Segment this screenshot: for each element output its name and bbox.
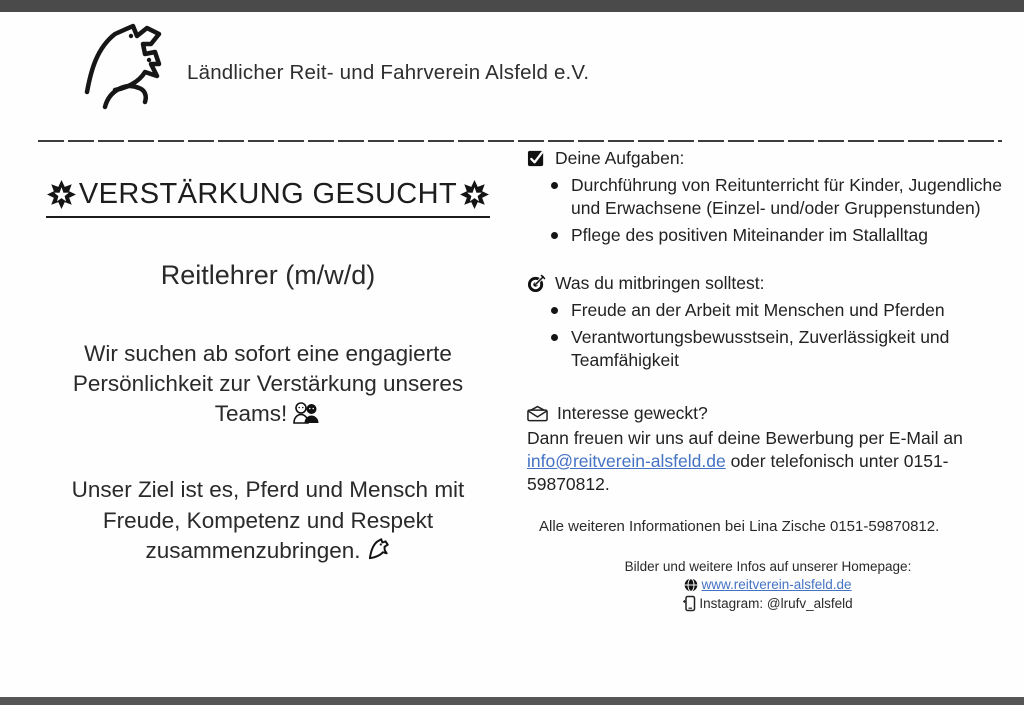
star-burst-icon xyxy=(459,179,490,210)
requirement-item-text: Freude an der Arbeit mit Menschen und Pferden xyxy=(571,300,945,321)
envelope-icon xyxy=(527,405,548,422)
footer-block xyxy=(527,559,1009,612)
star-burst-icon xyxy=(46,179,77,210)
contact-note: Alle weiteren Informationen bei Lina Zische 0151-59870812. xyxy=(539,518,940,536)
dart-target-icon xyxy=(527,274,546,293)
mission-paragraph xyxy=(42,475,494,565)
list-item xyxy=(551,299,1009,322)
headline-text: VERSTÄRKUNG GESUCHT xyxy=(78,178,458,210)
globe-icon xyxy=(684,578,698,592)
intro-paragraph xyxy=(42,339,494,429)
mission-text: Unser Ziel ist es, Pferd und Mensch mit Freude, Kompetenz und Respekt zusammenzubringen. xyxy=(71,477,465,563)
bullet-dot xyxy=(551,307,558,314)
contact-text-after: oder telefonisch unter 0151-59870812. xyxy=(527,450,949,495)
headline xyxy=(46,178,490,218)
top-edge-bar xyxy=(0,0,1024,12)
horse-head-icon xyxy=(365,536,391,562)
requirements-title-row xyxy=(527,273,1009,294)
contact-title: Interesse geweckt? xyxy=(557,402,708,423)
bullet-dot xyxy=(551,232,558,239)
contact-text-before: Dann freuen wir uns auf deine Bewerbung per E-Mail an xyxy=(527,427,963,448)
website-row xyxy=(527,577,1009,592)
header-divider xyxy=(38,140,1002,142)
checked-checkbox-icon xyxy=(527,149,546,168)
website-link[interactable]: www.reitverein-alsfeld.de xyxy=(701,577,852,593)
bullet-dot xyxy=(551,334,558,341)
instagram-handle: Instagram: @lrufv_alsfeld xyxy=(699,596,853,612)
header xyxy=(75,14,589,114)
footer-line: Bilder und weitere Infos auf unserer Homepage: xyxy=(624,559,912,575)
task-item-text: Pflege des positiven Miteinander im Stallalltag xyxy=(571,224,928,245)
section-tasks xyxy=(527,148,1009,247)
org-name: Ländlicher Reit- und Fahrverein Alsfeld e.V. xyxy=(187,61,590,84)
mobile-phone-icon xyxy=(683,595,696,612)
requirements-title: Was du mitbringen solltest: xyxy=(555,273,765,294)
section-requirements xyxy=(527,273,1009,372)
position-title: Reitlehrer (m/w/d) xyxy=(160,260,376,290)
contact-body xyxy=(527,427,1009,497)
two-people-icon xyxy=(291,401,321,425)
tasks-title-row xyxy=(527,148,1009,169)
left-column xyxy=(42,178,494,566)
list-item xyxy=(551,326,1009,373)
list-item xyxy=(551,224,1009,247)
bottom-edge-bar xyxy=(0,697,1024,705)
contact-title-row xyxy=(527,403,1009,424)
club-logo-horse-icon xyxy=(75,14,175,114)
section-contact xyxy=(527,403,1009,497)
requirements-list xyxy=(527,299,1009,372)
intro-text: Wir suchen ab sofort eine engagierte Persönlichkeit zur Verstärkung unseres Teams! xyxy=(72,341,464,427)
tasks-title: Deine Aufgaben: xyxy=(555,148,685,168)
requirement-item-text: Verantwortungsbewusstsein, Zuverlässigkeit und Teamfähigkeit xyxy=(571,326,950,371)
task-item-text: Durchführung von Reitunterricht für Kinder, Jugendliche und Erwachsene (Einzel- und/oder Gruppenstunden) xyxy=(571,175,1002,219)
list-item xyxy=(551,174,1009,221)
instagram-row xyxy=(527,595,1009,612)
email-link[interactable]: info@reitverein-alsfeld.de xyxy=(527,450,726,471)
right-column xyxy=(527,148,1009,612)
tasks-list xyxy=(527,174,1009,247)
bullet-dot xyxy=(551,182,558,189)
